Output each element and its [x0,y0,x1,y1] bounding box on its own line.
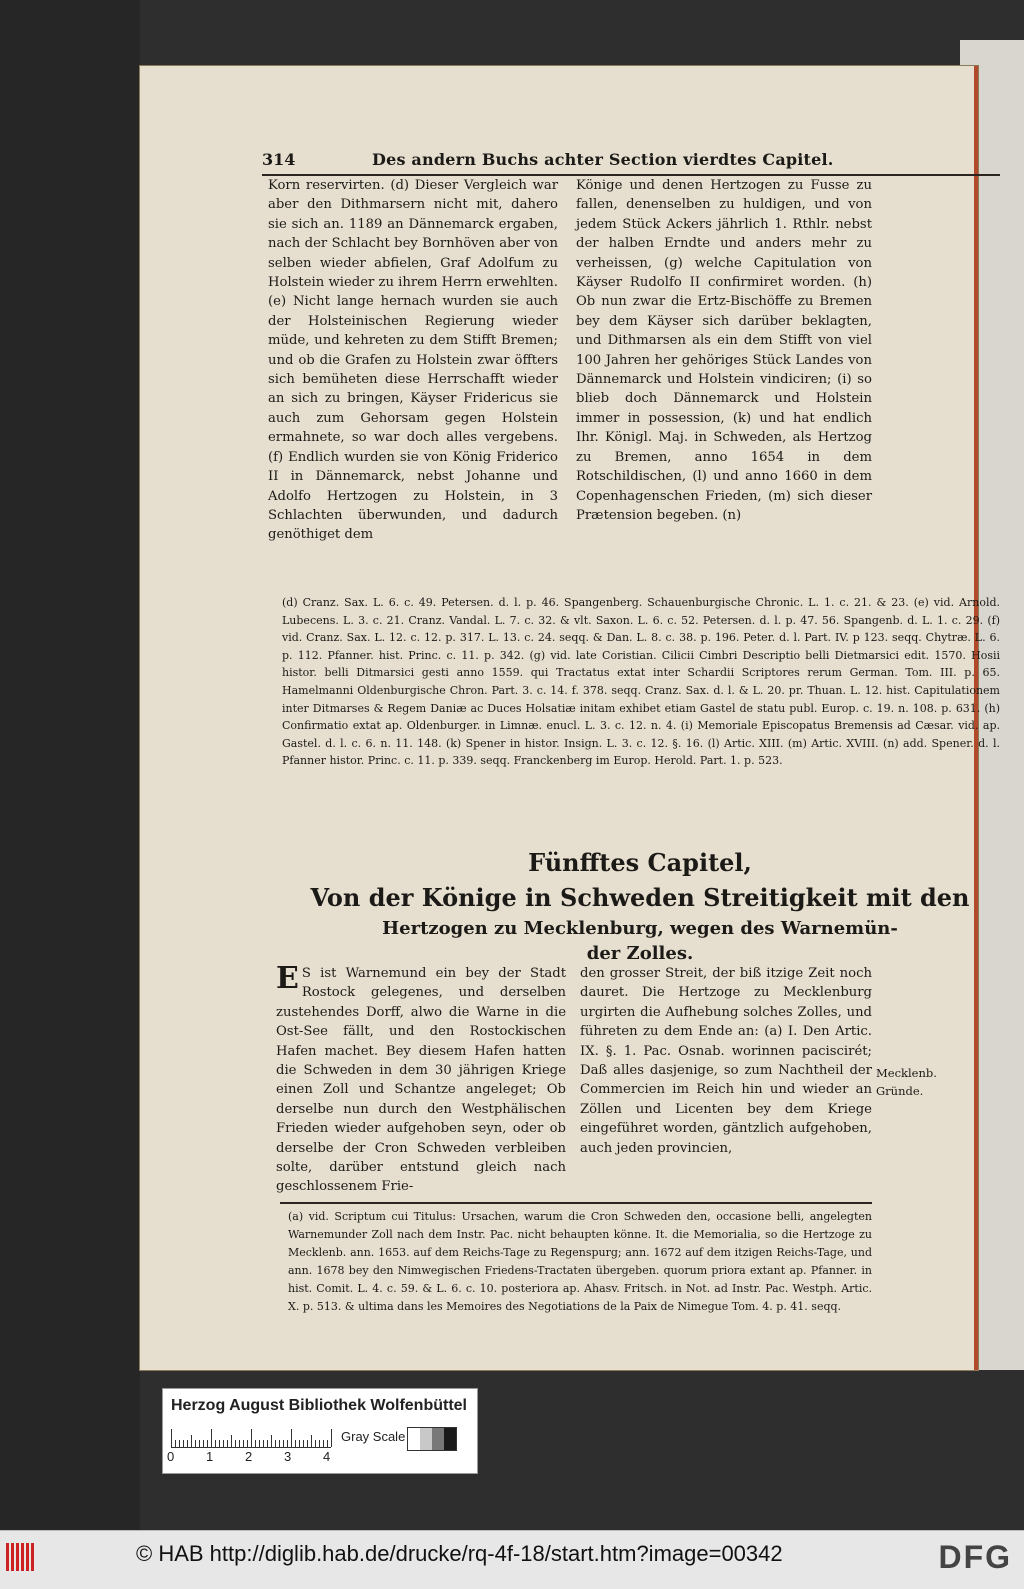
ruler-tick [183,1440,184,1447]
dfg-logo: DFG [938,1539,1012,1575]
ruler-tick [215,1440,216,1447]
page-number: 314 [262,150,296,169]
footnotes-section-1: (d) Cranz. Sax. L. 6. c. 49. Petersen. d. l. p. 46. Spangenberg. Schauenburgische Chronic. L. 1. c. 21. & 23. (e) vid. Arnold. Lubecens. L. 3. c. 21. Cranz. Vandal. L. 7. c. 32. & vlt. Saxon. L. 6. c. 52. Petersen. d. l. p. 47. 56. Spangenb. d. L. 1. c. 29. (f) vid. Cranz. Sax. L. 12. c. 12. p. 317. L. 13. c. 24. seqq. & Dan. L. 8. c. 38. p. 196. Peter. d. l. Part. IV. p 123. seqq. Chytræ. L. 6. p. 112. Pfanner. hist. Princ. c. 11. p. 342. (g) vid. late Coristian. Cilicii Cimbri Descriptio belli Dietmarsici edit. 1570. Hosii histor. belli Ditmarsici gesti anno 1559. qui Tractatus extat inter Schardii Scriptores rerum German. Tom. III. p. 65. Hamelmanni Oldenburgische Chron. Part. 3. c. 14. f. 378. seqq. Cranz. Sax. d. l. & L. 20. pr. Thuan. L. 12. hist. Capitulationem inter Ditmarses & Regem Daniæ ac Duces Holsatiæ initam exhibet etiam Gastel de statu publ. Europ. c. 19. n. 108. p. 631. (h) Confirmatio extat ap. Oldenburger. in Limnæ. enucl. L. 3. c. 12. n. 4. (i) Memoriale Episcopatus Bremensis ad Cæsar. vid. ap. Gastel. d. l. c. 6. n. 11. 148. (k) Spener in histor. Insign. L. 3. c. 12. §. 16. (l) Artic. XIII. (m) Artic. XVIII. (n) add. Spener. d. l. Pfanner histor. Princ. c. 11. p. 339. seqq. Franckenberg im Europ. Herold. Part. 1. p. 523. [282,596,1000,768]
text-column-left: Korn reservirten. (d) Dieser Vergleich war aber den Dithmarsern nicht mit, dahero sie sich an. 1189 an Dännemarck ergaben, nach der Schlacht bey Bornhöven aber von selben wieder abfielen, Graf Adolfum zu Holstein wieder zu ihrem Herrn erwehlten. (e) Nicht lange hernach wurden sie auch der Holsteinischen Regierung wieder müde, und kehreten zu dem Stifft Bremen; und ob die Grafen zu Holstein zwar öffters sich bemüheten diese Herrschafft wieder an sich zu bringen, Käyser Fridericus sie auch zum Gehorsam gegen Holstein ermahnete, so war doch alles vergebens. (f) Endlich wurden sie von König Friderico II in Dännemarck, nebst Johanne und Adolfo Hertzogen zu Holstein, in 3 Schlachten überwunden, und dadurch genöthiget dem [268,178,558,543]
ruler-tick [191,1435,192,1447]
ruler-tick [231,1435,232,1447]
gray-swatch [444,1428,456,1450]
ruler-tick [219,1440,220,1447]
chapter-text-left: E S ist Warnemund ein bey der Stadt Rostock gelegenes, und derselben zustehendes Dorff, alwo die Warne in die Ost-See fällt, und den Rostockischen Hafen machet. Bey diesem Hafen hatten die Schweden in dem 30 jährigen Kriege einen Zoll und Schantze angeleget; Ob derselbe nun durch den Westphälischen Frieden wieder aufgehoben seyn, oder ob derselbe der Cron Schweden verbleiben solte, darüber entstund gleich nach geschlossenem Frie- [276,961,566,1195]
library-label-card [162,1388,478,1474]
ruler-tick [311,1435,312,1447]
chapter-text-right: den grosser Streit, der biß itzige Zeit noch dauret. Die Hertzoge zu Mecklenburg urgirten die Aufhebung solches Zolles, und führeten zu dem Ende an: (a) I. Den Artic. IX. §. 1. Pac. Osnab. worinnen paciscirét; Daß alles dasjenige, so zum Nachtheil der Commercien im Reich hin und wieder an Zöllen und Licenten bey dem Kriege eingeführet worden, gäntzlich aufgehoben, auch jeden provincien, [580,966,872,1156]
ruler-tick [315,1440,316,1447]
chapter-title-line-2: Hertzogen zu Mecklenburg, wegen des Warnemün- [382,918,898,939]
gray-swatch [408,1428,420,1450]
ruler-tick [259,1440,260,1447]
ruler-tick [299,1440,300,1447]
gray-scale-label: Gray Scale [341,1429,406,1444]
ruler-tick [251,1429,252,1447]
ruler-tick [327,1440,328,1447]
ruler-tick [331,1429,332,1447]
ruler-tick [307,1440,308,1447]
ruler-tick [171,1429,172,1447]
ruler-tick [279,1440,280,1447]
copyright-url: © HAB http://diglib.hab.de/drucke/rq-4f-18/start.htm?image=00342 [136,1541,783,1566]
ruler-tick [235,1440,236,1447]
ruler-tick [263,1440,264,1447]
ruler-tick [243,1440,244,1447]
running-title: Des andern Buchs achter Section vierdtes Capitel. [372,150,834,169]
ruler-tick [187,1440,188,1447]
ruler-numbers: 0 1 2 3 4 [167,1449,331,1464]
ruler-tick [175,1440,176,1447]
chapter-number: Fünfftes Capitel, [528,848,752,877]
ruler-tick [179,1440,180,1447]
chapter-title-line-3: der Zolles. [586,943,694,964]
gray-swatch [432,1428,444,1450]
footnote-rule [280,1202,872,1204]
ruler-tick [247,1440,248,1447]
ruler-tick [195,1440,196,1447]
footer-bar [0,1530,1024,1589]
ruler-tick [319,1440,320,1447]
ruler-tick [223,1440,224,1447]
ruler-tick [267,1440,268,1447]
ruler-tick [211,1429,212,1447]
ruler-tick [303,1440,304,1447]
ruler-tick [323,1440,324,1447]
ruler-tick [239,1440,240,1447]
gray-scale-swatches [407,1427,457,1451]
ruler-tick [287,1440,288,1447]
page-header [262,144,1000,176]
ruler-tick [275,1440,276,1447]
scan-background [0,0,140,1588]
hab-logo-icon [6,1543,46,1575]
ruler-tick [291,1429,292,1447]
ruler-tick [227,1440,228,1447]
ruler-tick [207,1440,208,1447]
chapter-heading [290,846,990,966]
margin-note: Mecklenb. Gründe. [876,1066,937,1098]
gray-swatch [420,1428,432,1450]
library-name: Herzog August Bibliothek Wolfenbüttel [171,1397,467,1414]
text-column-right: Könige und denen Hertzogen zu Fusse zu fallen, denenselben zu huldigen, und von jedem Stück Ackers jährlich 1. Rthlr. nebst der halben Erndte und anders mehr zu verheissen, (g) welche Capitulation von Käyser Rudolfo II confirmiret worden. (h) Ob nun zwar die Ertz-Bischöffe zu Bremen bey dem Käyser sich darüber beklagten, und Dithmarsen als ein dem Stifft von viel 100 Jahren her gehöriges Stück Landes von Dännemarck und Holstein vindiciren; (i) so blieb doch Dännemarck und Holstein immer in possession, (k) und hat endlich Ihr. Königl. Maj. in Schweden, als Hertzog zu Bremen, anno 1654 in dem Rotschildischen, (l) und anno 1660 in dem Copenhagenschen Frieden, (m) sich dieser Prætension begeben. (n) [576,178,872,523]
ruler-tick [199,1440,200,1447]
ruler-tick [255,1440,256,1447]
ruler-tick [283,1440,284,1447]
ruler-tick [295,1440,296,1447]
book-page [140,66,1000,1370]
ruler-tick [271,1435,272,1447]
drop-cap: E [276,961,299,996]
ruler-tick [203,1440,204,1447]
chapter-title-line-1: Von der Könige in Schweden Streitigkeit mit den [310,883,970,912]
ruler-scale [171,1425,331,1448]
footnotes-section-2: (a) vid. Scriptum cui Titulus: Ursachen, warum die Cron Schweden den, occasione belli, angelegten Warnemunder Zoll nach dem Instr. Pac. nicht behaupten könne. It. die Memorialia, so die Hertzoge zu Mecklenb. ann. 1653. auf dem Reichs-Tage zu Regenspurg; ann. 1672 auf dem itzigen Reichs-Tage, und ann. 1678 bey den Nimwegischen Friedens-Tractaten übergeben. quorum priora extant ap. Pfanner. in hist. Comit. L. 4. c. 59. & L. 6. c. 10. posteriora ap. Ahasv. Fritsch. in Not. ad Instr. Pac. Westph. Artic. X. p. 513. & ultima dans les Memoires des Negotiations de la Paix de Nimegue Tom. 4. p. 41. seqq. [288,1210,872,1313]
